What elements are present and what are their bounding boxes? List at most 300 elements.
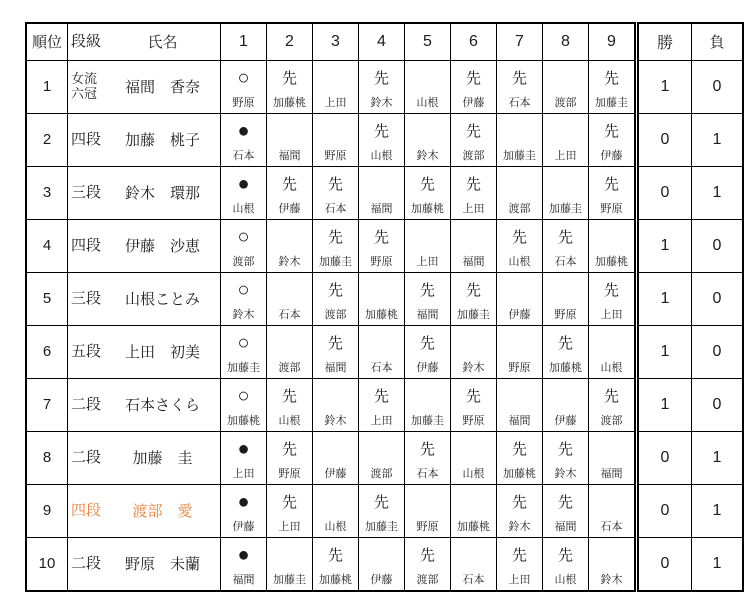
opponent-name: 加藤桃 [227, 414, 260, 427]
game-cell [221, 484, 267, 537]
standings-table [25, 22, 744, 592]
opponent-name: 野原 [508, 361, 531, 374]
losses-cell: 0 [692, 272, 744, 325]
opponent-name: 伊藤 [232, 520, 255, 533]
game-cell [497, 272, 543, 325]
player-cell [68, 166, 221, 219]
opponent-name: 上田 [508, 573, 531, 586]
opponent-name: 山根 [554, 573, 577, 586]
wins-cell: 0 [637, 484, 692, 537]
game-mark-empty [589, 432, 634, 467]
table-row [26, 113, 743, 166]
game-mark-empty [313, 61, 358, 96]
opponent-name: 野原 [416, 520, 439, 533]
sente-label: 先 [373, 122, 389, 140]
game-mark-empty [543, 114, 588, 149]
opponent-name: 加藤圭 [549, 202, 582, 215]
game-cell [221, 272, 267, 325]
sente-label: 先 [419, 440, 435, 458]
game-mark-empty [451, 485, 496, 520]
game-cell [267, 431, 313, 484]
opponent-name: 加藤桃 [457, 520, 490, 533]
game-mark-empty [267, 273, 312, 308]
player-cell [68, 484, 221, 537]
opponent-name: 石本 [508, 96, 531, 109]
game-mark-empty [313, 114, 358, 149]
game-cell [589, 166, 637, 219]
player-name: 福間 香奈 [124, 79, 200, 96]
opponent-name: 鈴木 [554, 467, 577, 480]
game-cell [543, 484, 589, 537]
opponent-name: 伊藤 [324, 467, 347, 480]
loss-circle-icon: ● [237, 120, 250, 142]
game-mark-empty [543, 273, 588, 308]
game-cell [451, 113, 497, 166]
game-mark-empty [451, 220, 496, 255]
player-cell [68, 113, 221, 166]
opponent-name: 山根 [324, 520, 347, 533]
player-grade: 二段 [71, 395, 102, 413]
opponent-name: 加藤圭 [503, 149, 536, 162]
opponent-name: 渡部 [600, 414, 623, 427]
wins-cell: 1 [637, 60, 692, 113]
sente-label: 先 [419, 334, 435, 352]
header-round: 8 [543, 23, 589, 60]
game-cell [451, 484, 497, 537]
game-mark-empty [359, 167, 404, 202]
sente-label: 先 [327, 228, 343, 246]
player-name: 山根ことみ [124, 291, 200, 308]
game-cell [589, 60, 637, 113]
game-cell [221, 219, 267, 272]
opponent-name: 鈴木 [278, 255, 301, 268]
header-grade-name [68, 23, 221, 60]
game-cell [359, 378, 405, 431]
game-cell [313, 325, 359, 378]
player-grade: 二段 [71, 554, 102, 572]
game-cell [267, 219, 313, 272]
game-cell [313, 219, 359, 272]
sente-label: 先 [465, 122, 481, 140]
game-cell [313, 431, 359, 484]
game-mark-empty [543, 61, 588, 96]
sente-label: 先 [281, 493, 297, 511]
opponent-name: 山根 [232, 202, 255, 215]
player-grade: 五段 [71, 342, 102, 360]
losses-cell: 0 [692, 325, 744, 378]
game-cell [359, 166, 405, 219]
sente-label: 先 [511, 69, 527, 87]
wins-cell: 0 [637, 166, 692, 219]
sente-label: 先 [281, 175, 297, 193]
opponent-name: 加藤圭 [411, 414, 444, 427]
game-mark-empty [405, 379, 450, 414]
game-cell [589, 431, 637, 484]
opponent-name: 石本 [278, 308, 301, 321]
game-cell [359, 219, 405, 272]
table-header [26, 23, 743, 60]
opponent-name: 野原 [278, 467, 301, 480]
game-mark-empty [359, 538, 404, 573]
opponent-name: 鈴木 [416, 149, 439, 162]
header-round: 4 [359, 23, 405, 60]
opponent-name: 加藤圭 [365, 520, 398, 533]
player-grade: 女流六冠 [71, 70, 98, 101]
opponent-name: 渡部 [416, 573, 439, 586]
rank-cell: 6 [26, 325, 68, 378]
loss-circle-icon: ● [237, 544, 250, 566]
game-cell [451, 431, 497, 484]
game-cell [451, 166, 497, 219]
opponent-name: 石本 [600, 520, 623, 533]
game-cell [405, 272, 451, 325]
game-cell [497, 166, 543, 219]
game-mark-empty [313, 432, 358, 467]
game-cell [543, 60, 589, 113]
opponent-name: 山根 [416, 96, 439, 109]
game-cell [497, 113, 543, 166]
opponent-name: 鈴木 [462, 361, 485, 374]
game-cell [359, 537, 405, 591]
game-cell [313, 113, 359, 166]
sente-label: 先 [465, 175, 481, 193]
opponent-name: 加藤圭 [273, 573, 306, 586]
losses-cell: 1 [692, 537, 744, 591]
game-cell [221, 325, 267, 378]
player-name: 伊藤 沙恵 [124, 238, 200, 255]
sente-label: 先 [373, 228, 389, 246]
game-cell [497, 60, 543, 113]
opponent-name: 加藤桃 [273, 96, 306, 109]
header-round: 1 [221, 23, 267, 60]
player-name: 上田 初美 [124, 344, 200, 361]
game-cell [405, 325, 451, 378]
losses-cell: 0 [692, 60, 744, 113]
opponent-name: 野原 [554, 308, 577, 321]
opponent-name: 伊藤 [416, 361, 439, 374]
game-cell [589, 378, 637, 431]
header-round: 7 [497, 23, 543, 60]
opponent-name: 石本 [324, 202, 347, 215]
sente-label: 先 [419, 546, 435, 564]
wins-cell: 1 [637, 325, 692, 378]
game-cell [451, 378, 497, 431]
opponent-name: 伊藤 [508, 308, 531, 321]
game-cell [313, 60, 359, 113]
table-row [26, 484, 743, 537]
sente-label: 先 [465, 387, 481, 405]
opponent-name: 山根 [278, 414, 301, 427]
opponent-name: 伊藤 [278, 202, 301, 215]
opponent-name: 福間 [508, 414, 531, 427]
opponent-name: 福間 [600, 467, 623, 480]
opponent-name: 上田 [462, 202, 485, 215]
opponent-name: 加藤桃 [411, 202, 444, 215]
game-mark-empty [359, 273, 404, 308]
game-mark-empty [359, 326, 404, 361]
opponent-name: 野原 [324, 149, 347, 162]
player-cell [68, 378, 221, 431]
table-row [26, 272, 743, 325]
player-name: 加藤 桃子 [124, 132, 200, 149]
rank-cell: 7 [26, 378, 68, 431]
game-mark-empty [497, 326, 542, 361]
table-row [26, 166, 743, 219]
player-cell [68, 431, 221, 484]
sente-label: 先 [557, 546, 573, 564]
standings-body [26, 60, 743, 591]
losses-cell: 0 [692, 219, 744, 272]
game-cell [267, 484, 313, 537]
sente-label: 先 [327, 546, 343, 564]
game-cell [313, 537, 359, 591]
sente-label: 先 [557, 334, 573, 352]
rank-cell: 8 [26, 431, 68, 484]
opponent-name: 上田 [370, 414, 393, 427]
sente-label: 先 [465, 69, 481, 87]
game-mark-empty [589, 220, 634, 255]
sente-label: 先 [419, 175, 435, 193]
header-round: 9 [589, 23, 637, 60]
sente-label: 先 [419, 281, 435, 299]
win-circle-icon: ○ [237, 332, 250, 354]
game-cell [451, 272, 497, 325]
player-name: 石本さくら [124, 397, 200, 414]
opponent-name: 上田 [278, 520, 301, 533]
opponent-name: 伊藤 [600, 149, 623, 162]
game-cell [497, 431, 543, 484]
sente-label: 先 [465, 281, 481, 299]
game-mark-empty [405, 220, 450, 255]
game-mark-empty [543, 167, 588, 202]
game-cell [221, 60, 267, 113]
header-round: 2 [267, 23, 313, 60]
opponent-name: 加藤桃 [319, 573, 352, 586]
game-cell [589, 219, 637, 272]
sente-label: 先 [557, 440, 573, 458]
game-mark-empty [589, 326, 634, 361]
player-grade: 三段 [71, 183, 102, 201]
losses-cell: 1 [692, 484, 744, 537]
game-cell [543, 272, 589, 325]
sente-label: 先 [511, 493, 527, 511]
player-cell [68, 325, 221, 378]
header-wins: 勝 [637, 23, 692, 60]
win-circle-icon: ○ [237, 385, 250, 407]
opponent-name: 石本 [416, 467, 439, 480]
opponent-name: 福間 [370, 202, 393, 215]
wins-cell: 1 [637, 219, 692, 272]
opponent-name: 加藤圭 [595, 96, 628, 109]
opponent-name: 伊藤 [554, 414, 577, 427]
player-cell [68, 60, 221, 113]
sente-label: 先 [373, 387, 389, 405]
game-mark-empty [497, 379, 542, 414]
player-grade: 四段 [71, 236, 102, 254]
game-cell [405, 484, 451, 537]
game-cell [405, 113, 451, 166]
game-mark-empty [497, 273, 542, 308]
game-cell [221, 431, 267, 484]
opponent-name: 上田 [600, 308, 623, 321]
opponent-name: 山根 [600, 361, 623, 374]
opponent-name: 上田 [416, 255, 439, 268]
player-grade: 二段 [71, 448, 102, 466]
game-cell [589, 272, 637, 325]
game-mark-empty [359, 432, 404, 467]
header-round: 6 [451, 23, 497, 60]
table-row [26, 378, 743, 431]
player-grade: 三段 [71, 289, 102, 307]
header-name-label: 氏名 [147, 34, 178, 52]
opponent-name: 加藤圭 [227, 361, 260, 374]
game-mark-empty [451, 538, 496, 573]
opponent-name: 渡部 [278, 361, 301, 374]
table-row [26, 60, 743, 113]
loss-circle-icon: ● [237, 438, 250, 460]
table-row [26, 219, 743, 272]
game-mark-empty [451, 326, 496, 361]
opponent-name: 加藤圭 [319, 255, 352, 268]
sente-label: 先 [603, 175, 619, 193]
opponent-name: 加藤圭 [457, 308, 490, 321]
sente-label: 先 [557, 493, 573, 511]
game-cell [359, 325, 405, 378]
player-name: 野原 未蘭 [124, 556, 200, 573]
game-cell [497, 219, 543, 272]
player-grade: 四段 [71, 501, 102, 519]
table-row [26, 537, 743, 591]
game-mark-empty [405, 61, 450, 96]
opponent-name: 加藤桃 [595, 255, 628, 268]
player-cell [68, 537, 221, 591]
rank-cell: 2 [26, 113, 68, 166]
game-cell [405, 378, 451, 431]
game-mark-empty [313, 485, 358, 520]
table-row [26, 431, 743, 484]
opponent-name: 渡部 [232, 255, 255, 268]
opponent-name: 石本 [554, 255, 577, 268]
game-cell [359, 272, 405, 325]
sente-label: 先 [327, 175, 343, 193]
sente-label: 先 [281, 387, 297, 405]
header-grade-label: 段級 [71, 33, 102, 51]
opponent-name: 伊藤 [370, 573, 393, 586]
game-cell [589, 113, 637, 166]
rank-cell: 9 [26, 484, 68, 537]
win-circle-icon: ○ [237, 279, 250, 301]
game-cell [589, 537, 637, 591]
game-mark-empty [405, 114, 450, 149]
game-cell [221, 378, 267, 431]
opponent-name: 加藤桃 [365, 308, 398, 321]
player-grade: 四段 [71, 130, 102, 148]
opponent-name: 上田 [324, 96, 347, 109]
game-cell [405, 431, 451, 484]
sente-label: 先 [603, 69, 619, 87]
game-mark-empty [497, 167, 542, 202]
player-name: 加藤 圭 [132, 450, 193, 467]
game-cell [313, 378, 359, 431]
game-mark-empty [267, 220, 312, 255]
game-mark-empty [589, 538, 634, 573]
game-cell [451, 219, 497, 272]
wins-cell: 0 [637, 537, 692, 591]
opponent-name: 上田 [554, 149, 577, 162]
opponent-name: 渡部 [324, 308, 347, 321]
opponent-name: 野原 [462, 414, 485, 427]
table-row [26, 325, 743, 378]
opponent-name: 石本 [232, 149, 255, 162]
game-cell [451, 325, 497, 378]
game-cell [497, 378, 543, 431]
game-cell [267, 113, 313, 166]
game-cell [405, 219, 451, 272]
game-cell [543, 113, 589, 166]
header-losses: 負 [692, 23, 744, 60]
sente-label: 先 [373, 69, 389, 87]
rank-cell: 3 [26, 166, 68, 219]
header-round: 5 [405, 23, 451, 60]
wins-cell: 1 [637, 272, 692, 325]
game-cell [405, 537, 451, 591]
game-cell [543, 325, 589, 378]
game-cell [221, 113, 267, 166]
game-mark-empty [589, 485, 634, 520]
game-cell [543, 431, 589, 484]
sente-label: 先 [511, 228, 527, 246]
game-mark-empty [497, 114, 542, 149]
opponent-name: 鈴木 [232, 308, 255, 321]
game-cell [405, 166, 451, 219]
rank-cell: 5 [26, 272, 68, 325]
game-cell [267, 537, 313, 591]
game-mark-empty [405, 485, 450, 520]
opponent-name: 石本 [462, 573, 485, 586]
game-cell [221, 537, 267, 591]
game-mark-empty [543, 379, 588, 414]
game-cell [313, 272, 359, 325]
losses-cell: 1 [692, 113, 744, 166]
game-cell [267, 166, 313, 219]
opponent-name: 山根 [370, 149, 393, 162]
game-mark-empty [313, 379, 358, 414]
opponent-name: 福間 [278, 149, 301, 162]
game-cell [267, 325, 313, 378]
player-name: 鈴木 環那 [124, 185, 200, 202]
sente-label: 先 [603, 122, 619, 140]
win-circle-icon: ○ [237, 226, 250, 248]
game-cell [359, 431, 405, 484]
player-cell [68, 272, 221, 325]
game-cell [313, 484, 359, 537]
sente-label: 先 [327, 281, 343, 299]
opponent-name: 伊藤 [462, 96, 485, 109]
opponent-name: 加藤桃 [503, 467, 536, 480]
opponent-name: 福間 [232, 573, 255, 586]
game-cell [543, 378, 589, 431]
game-cell [359, 113, 405, 166]
wins-cell: 1 [637, 378, 692, 431]
game-cell [267, 60, 313, 113]
opponent-name: 渡部 [370, 467, 393, 480]
rank-cell: 1 [26, 60, 68, 113]
opponent-name: 福間 [554, 520, 577, 533]
opponent-name: 鈴木 [370, 96, 393, 109]
game-cell [359, 484, 405, 537]
losses-cell: 0 [692, 378, 744, 431]
game-cell [497, 537, 543, 591]
